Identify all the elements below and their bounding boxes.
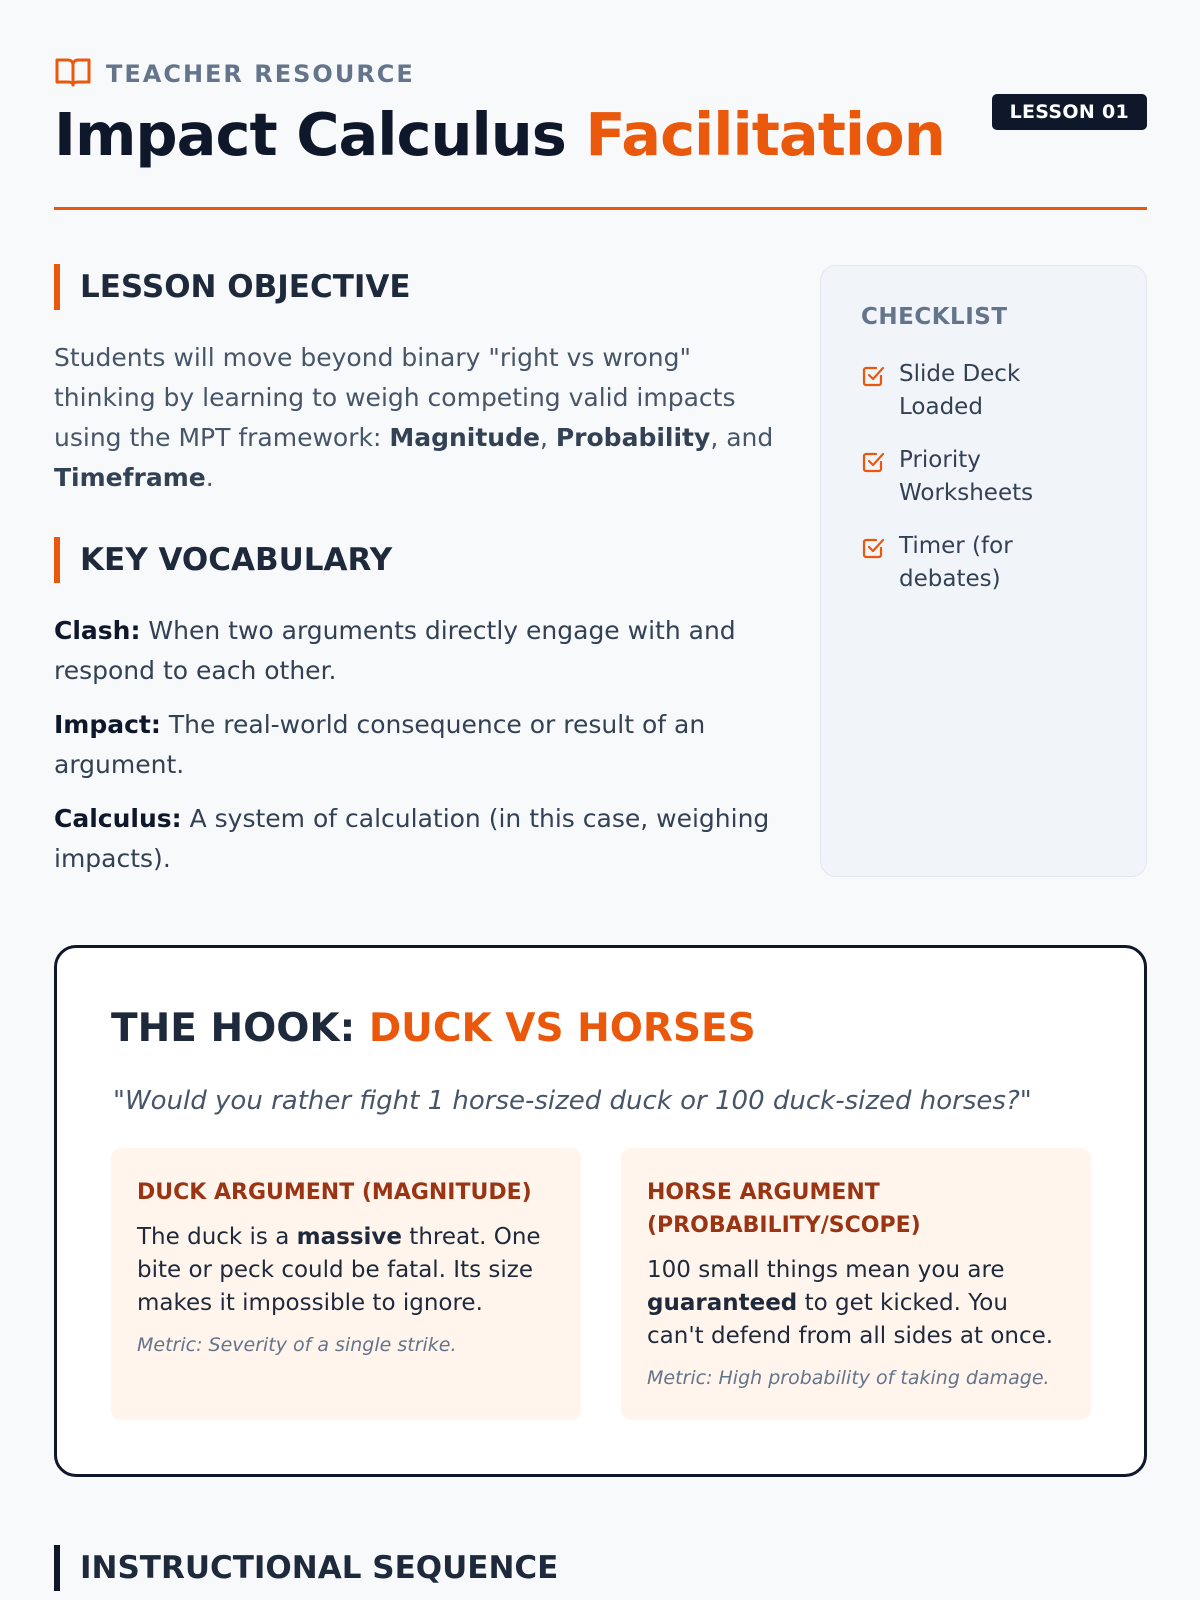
duck-text: threat. One bite or peck could be fatal. Its size makes it impossible to ignore. xyxy=(137,1224,541,1316)
checklist-item[interactable] xyxy=(861,444,1106,510)
objective-sep: , xyxy=(539,423,556,452)
eyebrow xyxy=(54,56,415,92)
checkbox-icon[interactable] xyxy=(861,358,885,398)
vocab-item-calculus xyxy=(54,799,784,879)
vocab-term: Impact: xyxy=(54,710,161,739)
objective-end: . xyxy=(205,463,214,492)
checklist-item-label: Slide Deck Loaded xyxy=(899,361,1021,420)
checklist-item-label: Timer (for debates) xyxy=(899,533,1013,592)
title-accent: Facilitation xyxy=(585,100,945,169)
checklist-item[interactable] xyxy=(861,358,1106,424)
page xyxy=(54,0,1147,1600)
checklist-title: CHECKLIST xyxy=(861,304,1008,330)
horse-argument-card xyxy=(621,1148,1091,1420)
duck-argument-text xyxy=(137,1221,555,1320)
checklist-item[interactable] xyxy=(861,530,1106,596)
checklist-item-label: Priority Worksheets xyxy=(899,447,1034,506)
term-magnitude: Magnitude xyxy=(389,423,540,452)
horse-text: 100 small things mean you are xyxy=(647,1257,1005,1283)
objective-heading xyxy=(54,264,411,310)
sequence-heading xyxy=(54,1545,558,1591)
objective-text xyxy=(54,338,784,498)
horse-argument-title: HORSE ARGUMENT (PROBABILITY/SCOPE) xyxy=(647,1180,921,1238)
checkbox-icon[interactable] xyxy=(861,444,885,484)
vocabulary-heading-text: KEY VOCABULARY xyxy=(80,542,393,578)
horse-metric: Metric: High probability of taking damage. xyxy=(647,1367,1050,1389)
vocab-term: Clash: xyxy=(54,616,141,645)
vocab-definition: A system of calculation (in this case, weighing impacts). xyxy=(54,804,770,873)
term-timeframe: Timeframe xyxy=(54,463,206,492)
objective-heading-text: LESSON OBJECTIVE xyxy=(80,269,411,305)
checkbox-icon[interactable] xyxy=(861,530,885,570)
horse-argument-text xyxy=(647,1254,1065,1353)
section-accent-bar xyxy=(54,1545,60,1591)
page-title xyxy=(54,100,945,169)
header-divider xyxy=(54,207,1147,210)
sequence-heading-text: INSTRUCTIONAL SEQUENCE xyxy=(80,1550,559,1586)
duck-emphasis: massive xyxy=(296,1224,402,1250)
vocab-item-impact xyxy=(54,705,784,785)
hook-card xyxy=(54,945,1147,1477)
duck-argument-title: DUCK ARGUMENT (MAGNITUDE) xyxy=(137,1180,532,1205)
vocab-term: Calculus: xyxy=(54,804,182,833)
book-icon xyxy=(54,56,92,92)
duck-text: The duck is a xyxy=(137,1224,297,1250)
eyebrow-label: TEACHER RESOURCE xyxy=(106,60,415,88)
term-probability: Probability xyxy=(555,423,711,452)
vocab-definition: When two arguments directly engage with and respond to each other. xyxy=(54,616,736,685)
hook-title-accent: DUCK VS HORSES xyxy=(368,1006,756,1051)
hook-quote: "Would you rather fight 1 horse-sized duck or 100 duck-sized horses?" xyxy=(113,1086,1032,1116)
section-accent-bar xyxy=(54,264,60,310)
duck-argument-card xyxy=(111,1148,581,1420)
vocabulary-heading xyxy=(54,537,392,583)
checklist-panel xyxy=(820,265,1147,877)
section-accent-bar xyxy=(54,537,60,583)
horse-text: to get kicked. You can't defend from all sides at once. xyxy=(647,1290,1054,1349)
vocab-item-clash xyxy=(54,611,784,691)
lesson-badge: LESSON 01 xyxy=(992,94,1147,130)
objective-sep: , and xyxy=(710,423,774,452)
duck-metric: Metric: Severity of a single strike. xyxy=(137,1334,457,1356)
objective-body: Students will move beyond binary "right vs wrong" thinking by learning to weigh competing valid impacts using the MPT framework: xyxy=(54,343,736,452)
hook-title-main: THE HOOK: xyxy=(111,1006,369,1051)
vocab-definition: The real-world consequence or result of an argument. xyxy=(54,710,706,779)
title-main: Impact Calculus xyxy=(54,100,586,169)
horse-emphasis: guaranteed xyxy=(647,1290,798,1316)
hook-title xyxy=(111,1006,756,1051)
